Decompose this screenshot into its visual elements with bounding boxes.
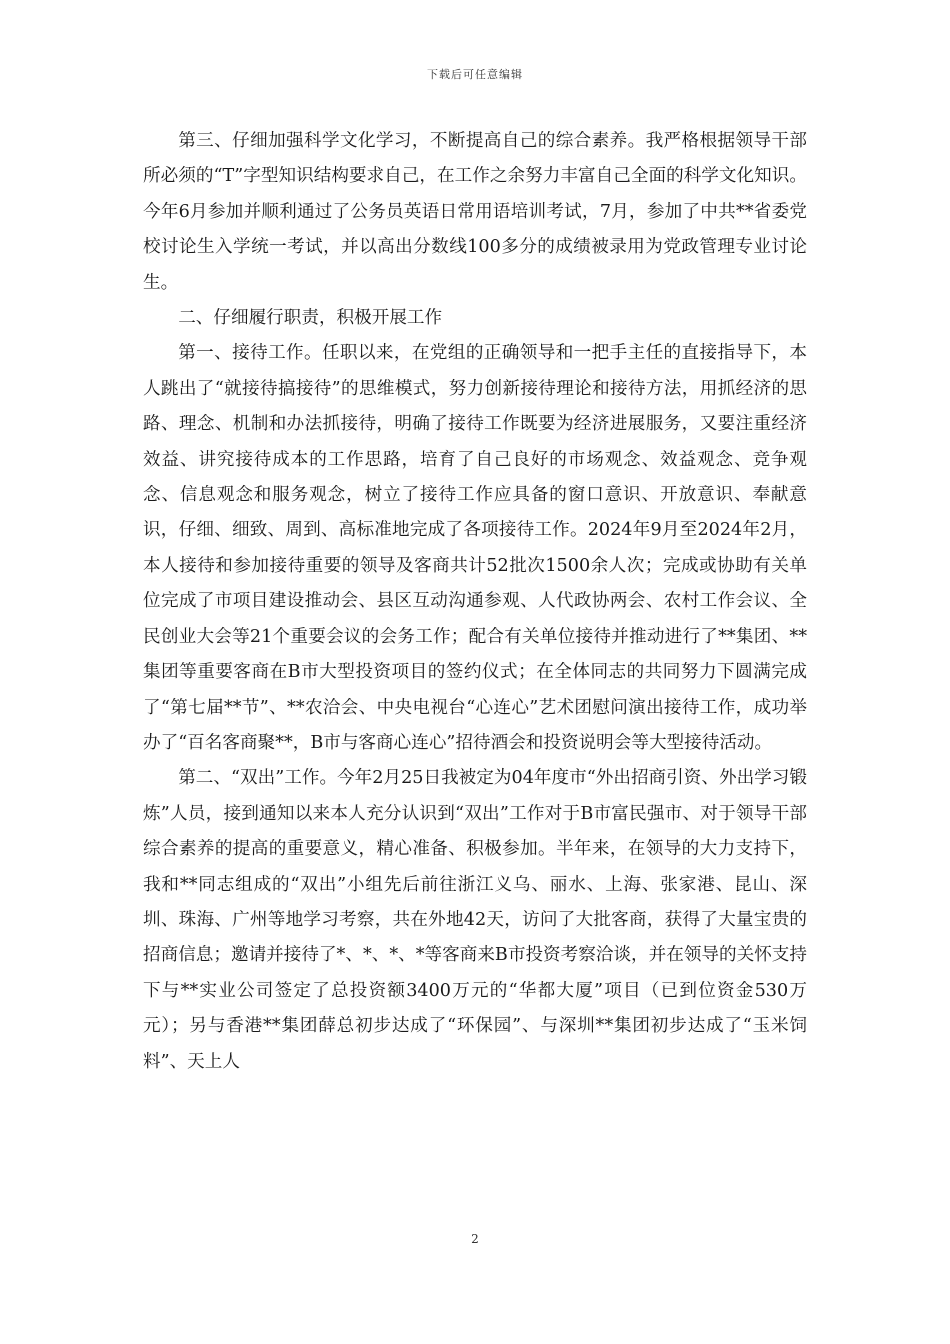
page-header-note: 下载后可任意编辑: [427, 68, 523, 81]
page-number: 2: [471, 1232, 479, 1246]
paragraph-culture-study: 第三、仔细加强科学文化学习，不断提高自己的综合素养。我严格根据领导干部所必须的“T”字型知识结构要求自己，在工作之余努力丰富自己全面的科学文化知识。今年6月参加并顺利通过了公务员英语日常用语培训考试，7月，参加了中共**省委党校讨论生入学统一考试，并以高出分数线100多分的成绩被录用为党政管理专业讨论生。: [143, 131, 807, 293]
paragraph-double-out-work: 第二、“双出”工作。今年2月25日我被定为04年度市“外出招商引资、外出学习锻炼”人员，接到通知以来本人充分认识到“双出”工作对于B市富民强市、对于领导干部综合素养的提高的重要意义，精心准备、积极参加。半年来，在领导的大力支持下，我和**同志组成的“双出”小组先后前往浙江义乌、丽水、上海、张家港、昆山、深圳、珠海、广州等地学习考察，共在外地42天，访问了大批客商，获得了大量宝贵的招商信息；邀请并接待了*、*、*、*等客商来B市投资考察洽谈，并在领导的关怀支持下与**实业公司签定了总投资额3400万元的“华都大厦”项目（已到位资金530万元）；另与香港**集团薛总初步达成了“环保园”、与深圳**集团初步达成了“玉米饲料”、天上人: [143, 768, 807, 1072]
document-body: [143, 124, 807, 1080]
section-heading-duties: 二、仔细履行职责，积极开展工作: [178, 308, 443, 329]
paragraph-reception-work: 第一、接待工作。任职以来，在党组的正确领导和一把手主任的直接指导下，本人跳出了“就接待搞接待”的思维模式，努力创新接待理论和接待方法，用抓经济的思路、理念、机制和办法抓接待，明确了接待工作既要为经济进展服务，又要注重经济效益、讲究接待成本的工作思路，培育了自己良好的市场观念、效益观念、竞争观念、信息观念和服务观念，树立了接待工作应具备的窗口意识、开放意识、奉献意识，仔细、细致、周到、高标准地完成了各项接待工作。2024年9月至2024年2月，本人接待和参加接待重要的领导及客商共计52批次1500余人次；完成或协助有关单位完成了市项目建设推动会、县区互动沟通参观、人代政协两会、农村工作会议、全民创业大会等21个重要会议的会务工作；配合有关单位接待并推动进行了**集团、**集团等重要客商在B市大型投资项目的签约仪式；在全体同志的共同努力下圆满完成了“第七届**节”、**农洽会、中央电视台“心连心”艺术团慰问演出接待工作，成功举办了“百名客商聚**，B市与客商心连心”招待酒会和投资说明会等大型接待活动。: [143, 343, 807, 753]
